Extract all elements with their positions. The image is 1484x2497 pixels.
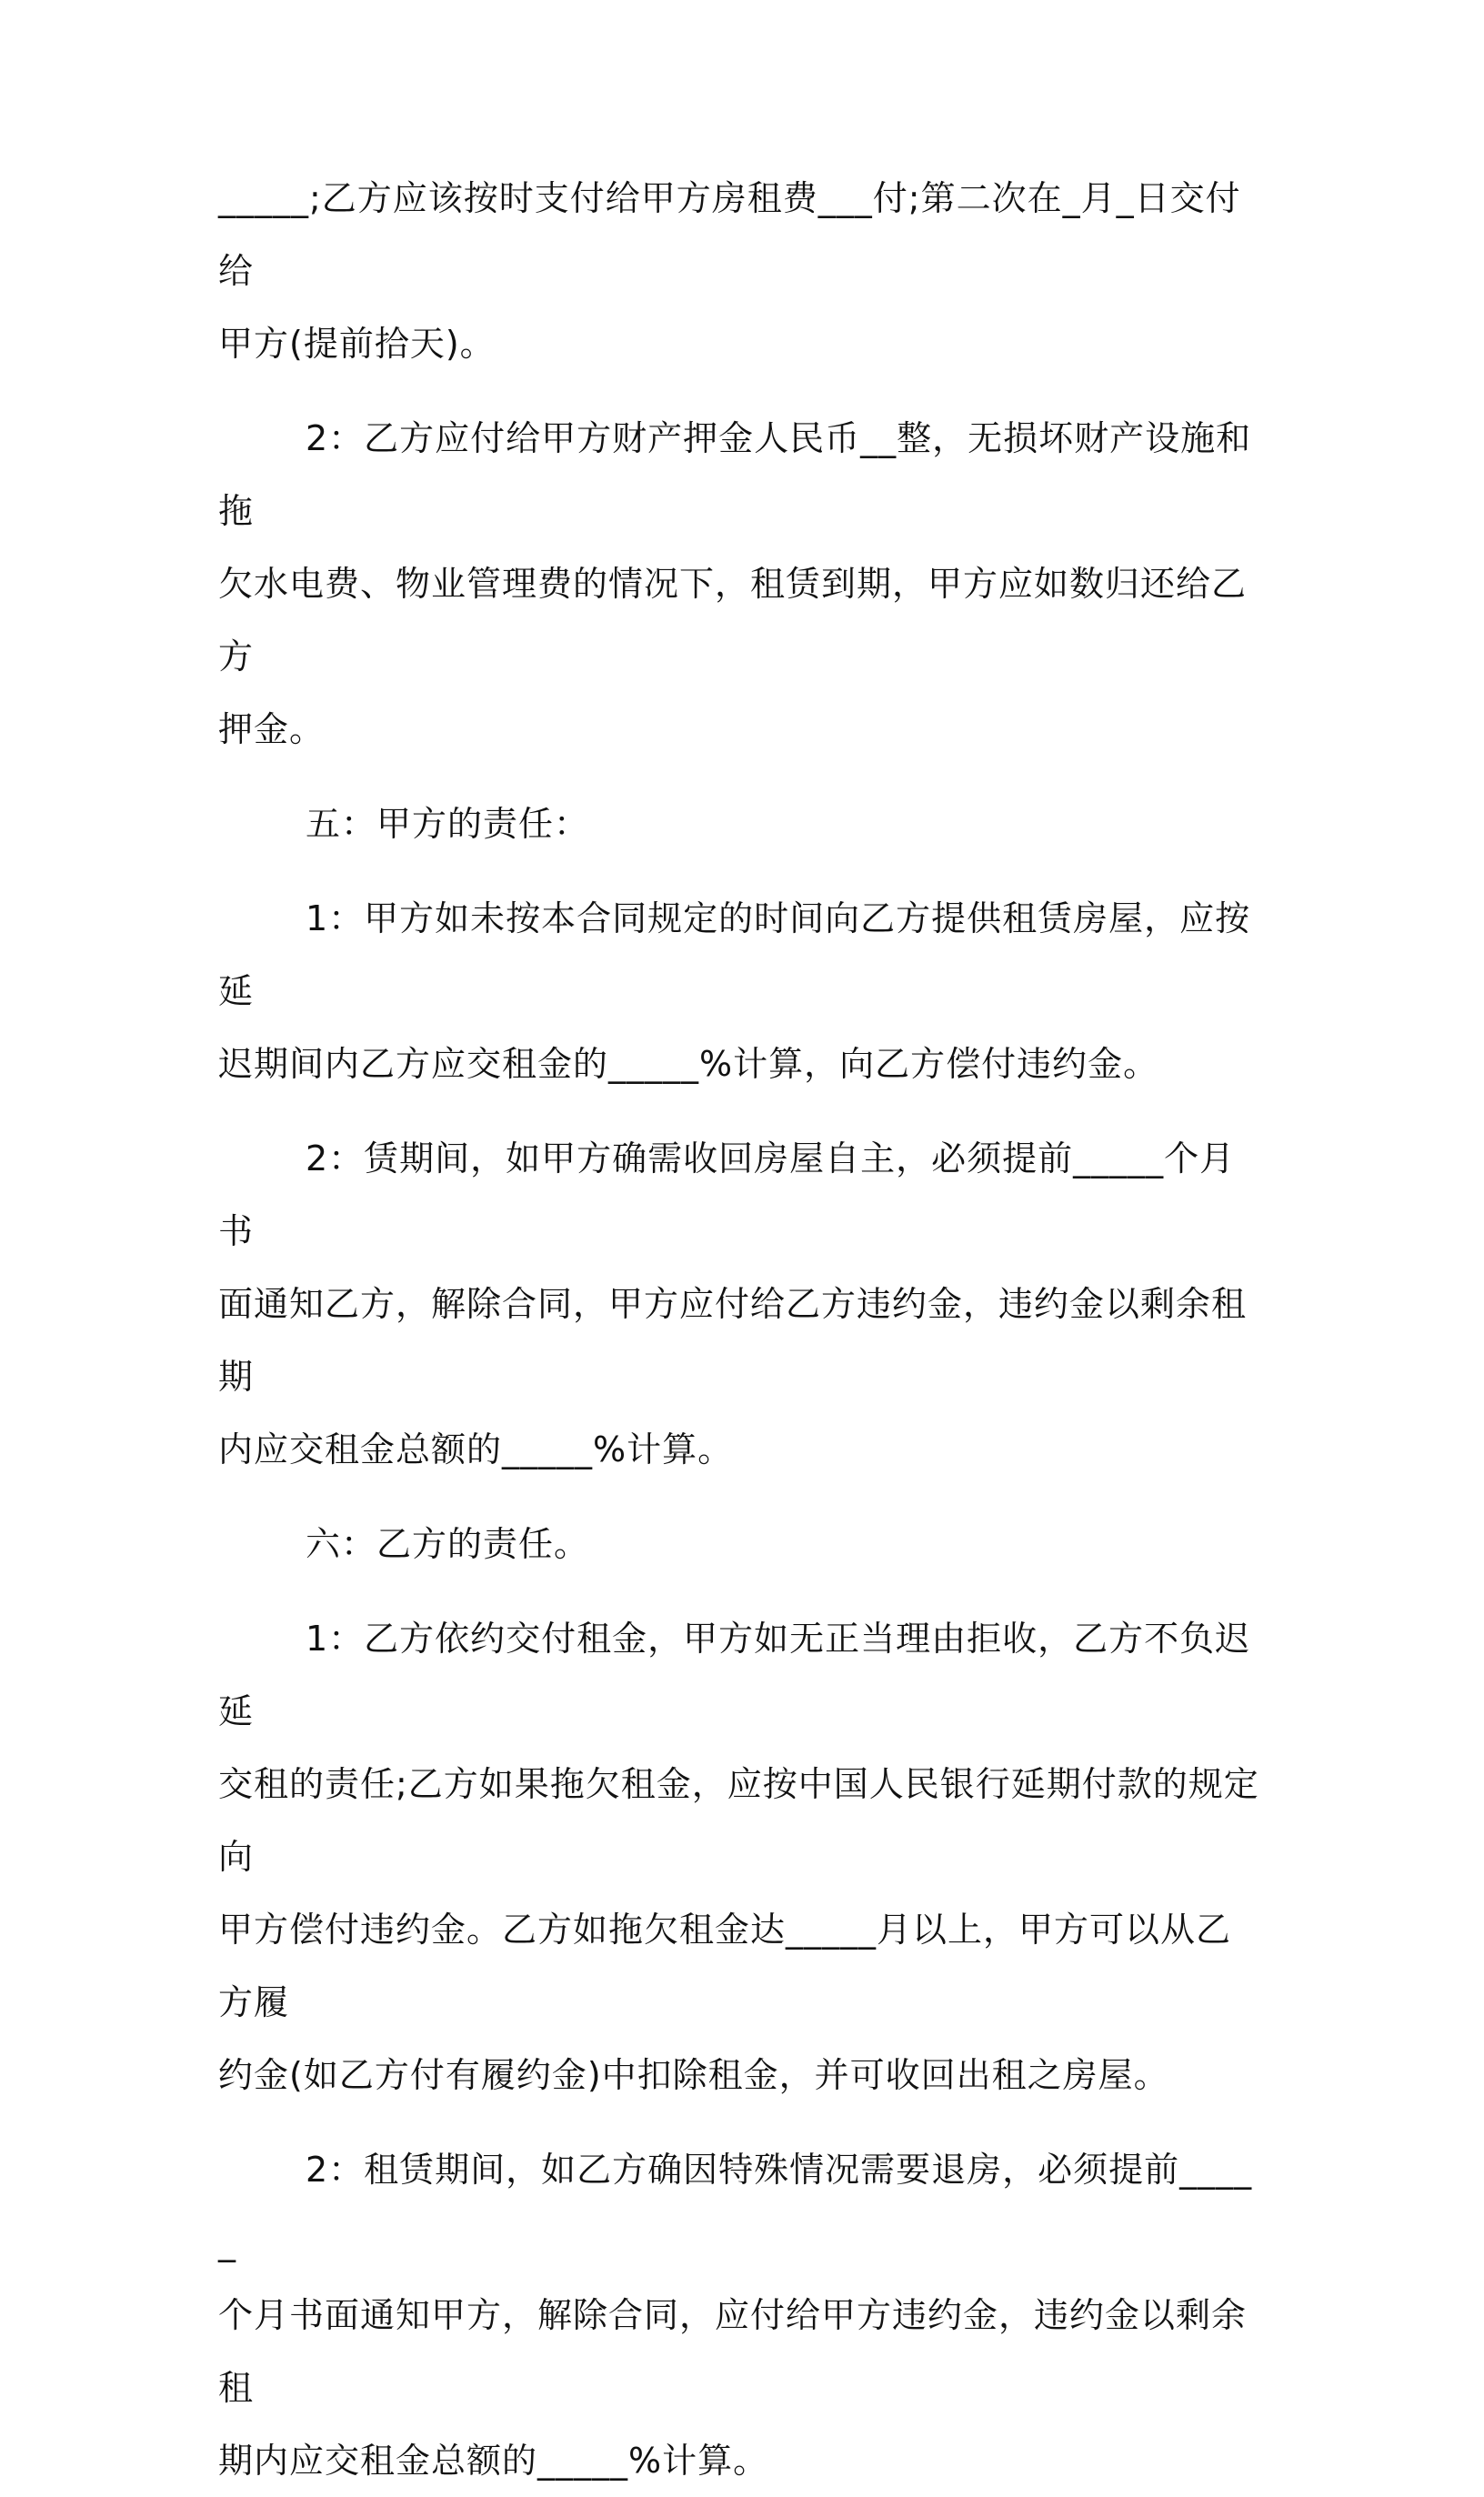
text-line: 内应交租金总额的_____%计算。 xyxy=(218,1429,734,1469)
section-title: 六：乙方的责任。 xyxy=(306,1524,590,1564)
text-line: 面通知乙方，解除合同，甲方应付给乙方违约金，违约金以剩余租期 xyxy=(218,1284,1248,1397)
text-line: 期内应交租金总额的_____%计算。 xyxy=(218,2441,769,2481)
paragraph-deposit xyxy=(218,402,1264,766)
text-line: 2：租赁期间，如乙方确因特殊情况需要退房，必须提前_____ xyxy=(218,2150,1253,2262)
text-line: _____;乙方应该按时支付给甲方房租费___付;第二次在_月_日交付给 xyxy=(218,178,1241,291)
text-line: 欠水电费、物业管理费的情况下，租赁到期，甲方应如数归还给乙方 xyxy=(218,564,1248,677)
text-line: 个月书面通知甲方，解除合同，应付给甲方违约金，违约金以剩余租 xyxy=(218,2295,1248,2408)
text-line: 甲方偿付违约金。乙方如拖欠租金达_____月以上，甲方可以从乙方履 xyxy=(218,1910,1232,2022)
paragraph-party-a-clause-1 xyxy=(218,882,1264,1100)
text-line: 约金(如乙方付有履约金)中扣除租金，并可收回出租之房屋。 xyxy=(218,2055,1169,2095)
text-line: 2：乙方应付给甲方财产押金人民币__整，无损坏财产设施和拖 xyxy=(218,418,1252,531)
text-line: 2：赁期间，如甲方确需收回房屋自主，必须提前_____个月书 xyxy=(218,1138,1236,1251)
paragraph-rent-payment xyxy=(218,162,1264,380)
text-line: 1：乙方依约交付租金，甲方如无正当理由拒收，乙方不负迟延 xyxy=(218,1619,1251,1731)
section-title: 五：甲方的责任： xyxy=(306,804,590,844)
text-line: 押金。 xyxy=(218,709,326,749)
text-line: 1：甲方如未按本合同规定的时间向乙方提供租赁房屋，应按延 xyxy=(218,898,1251,1011)
paragraph-party-b-clause-1 xyxy=(218,1602,1264,2111)
text-line: 甲方(提前拾天)。 xyxy=(218,324,496,364)
section-heading-party-b xyxy=(218,1508,1264,1580)
section-heading-party-a xyxy=(218,787,1264,860)
text-line: 交租的责任;乙方如果拖欠租金，应按中国人民银行延期付款的规定向 xyxy=(218,1764,1259,1877)
paragraph-party-a-clause-2 xyxy=(218,1122,1264,1486)
paragraph-party-b-clause-2 xyxy=(218,2133,1264,2497)
document-body xyxy=(218,162,1264,2497)
text-line: 迟期间内乙方应交租金的_____%计算，向乙方偿付违约金。 xyxy=(218,1044,1159,1084)
